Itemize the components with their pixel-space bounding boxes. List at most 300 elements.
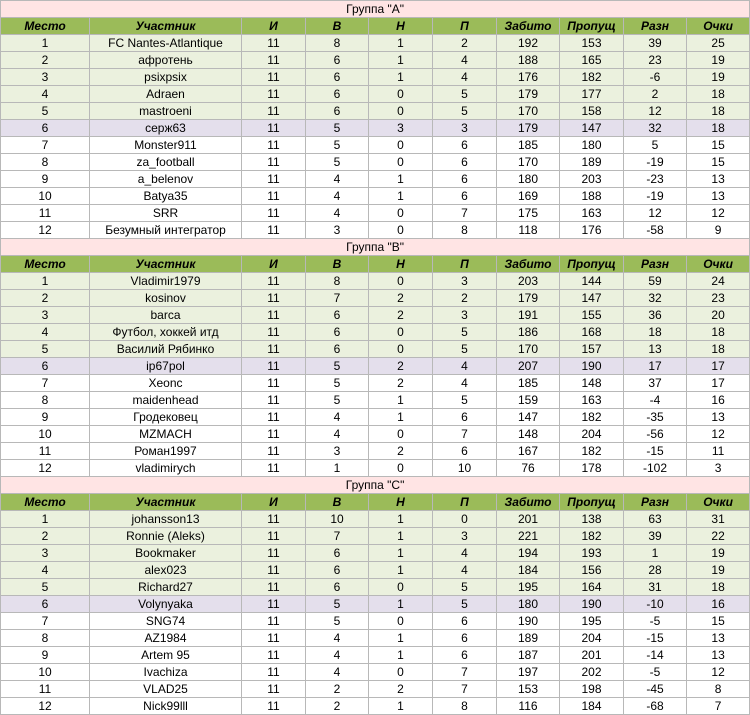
cell-conceded: 168 xyxy=(560,324,624,341)
cell-wins: 8 xyxy=(306,35,369,52)
cell-wins: 4 xyxy=(306,647,369,664)
cell-games: 11 xyxy=(242,103,306,120)
cell-losses: 4 xyxy=(433,545,497,562)
cell-conceded: 163 xyxy=(560,392,624,409)
cell-diff: -4 xyxy=(624,392,687,409)
cell-losses: 6 xyxy=(433,613,497,630)
cell-draws: 0 xyxy=(369,613,433,630)
cell-participant: mastroeni xyxy=(90,103,242,120)
cell-diff: 23 xyxy=(624,52,687,69)
cell-losses: 4 xyxy=(433,375,497,392)
cell-wins: 5 xyxy=(306,596,369,613)
cell-scored: 169 xyxy=(497,188,560,205)
table-row xyxy=(1,171,750,188)
cell-points: 19 xyxy=(687,562,750,579)
cell-points: 11 xyxy=(687,443,750,460)
cell-place: 9 xyxy=(1,409,90,426)
cell-games: 11 xyxy=(242,86,306,103)
table-row xyxy=(1,375,750,392)
cell-draws: 1 xyxy=(369,596,433,613)
cell-place: 1 xyxy=(1,511,90,528)
cell-draws: 0 xyxy=(369,86,433,103)
column-header-row xyxy=(1,18,750,35)
cell-participant: Безумный интегратор xyxy=(90,222,242,239)
cell-scored: 116 xyxy=(497,698,560,715)
cell-participant: FC Nantes-Atlantique xyxy=(90,35,242,52)
cell-points: 23 xyxy=(687,290,750,307)
cell-games: 11 xyxy=(242,222,306,239)
cell-scored: 179 xyxy=(497,120,560,137)
cell-points: 18 xyxy=(687,103,750,120)
cell-place: 9 xyxy=(1,647,90,664)
cell-draws: 1 xyxy=(369,171,433,188)
cell-place: 3 xyxy=(1,69,90,86)
header-scored: Забито xyxy=(497,256,560,273)
cell-place: 6 xyxy=(1,120,90,137)
cell-place: 5 xyxy=(1,341,90,358)
cell-wins: 6 xyxy=(306,52,369,69)
cell-scored: 148 xyxy=(497,426,560,443)
cell-draws: 0 xyxy=(369,579,433,596)
cell-games: 11 xyxy=(242,171,306,188)
cell-games: 11 xyxy=(242,273,306,290)
cell-participant: Ivachiza xyxy=(90,664,242,681)
cell-scored: 180 xyxy=(497,171,560,188)
cell-points: 19 xyxy=(687,69,750,86)
cell-diff: 5 xyxy=(624,137,687,154)
cell-diff: -58 xyxy=(624,222,687,239)
cell-conceded: 188 xyxy=(560,188,624,205)
cell-draws: 1 xyxy=(369,528,433,545)
cell-diff: 2 xyxy=(624,86,687,103)
cell-diff: 18 xyxy=(624,324,687,341)
cell-losses: 6 xyxy=(433,137,497,154)
cell-games: 11 xyxy=(242,647,306,664)
header-games: И xyxy=(242,494,306,511)
cell-wins: 4 xyxy=(306,188,369,205)
cell-games: 11 xyxy=(242,205,306,222)
cell-losses: 4 xyxy=(433,562,497,579)
cell-losses: 4 xyxy=(433,69,497,86)
cell-losses: 5 xyxy=(433,86,497,103)
cell-points: 22 xyxy=(687,528,750,545)
cell-diff: 12 xyxy=(624,103,687,120)
cell-participant: Ronnie (Aleks) xyxy=(90,528,242,545)
table-row xyxy=(1,511,750,528)
cell-games: 11 xyxy=(242,528,306,545)
table-row xyxy=(1,596,750,613)
cell-wins: 5 xyxy=(306,392,369,409)
cell-losses: 5 xyxy=(433,324,497,341)
cell-participant: psixpsix xyxy=(90,69,242,86)
cell-place: 11 xyxy=(1,205,90,222)
cell-wins: 4 xyxy=(306,171,369,188)
cell-points: 15 xyxy=(687,613,750,630)
cell-draws: 1 xyxy=(369,35,433,52)
cell-draws: 0 xyxy=(369,426,433,443)
cell-scored: 203 xyxy=(497,273,560,290)
cell-losses: 6 xyxy=(433,443,497,460)
cell-scored: 186 xyxy=(497,324,560,341)
cell-points: 18 xyxy=(687,324,750,341)
cell-wins: 6 xyxy=(306,86,369,103)
cell-games: 11 xyxy=(242,375,306,392)
cell-conceded: 144 xyxy=(560,273,624,290)
cell-draws: 0 xyxy=(369,103,433,120)
cell-scored: 201 xyxy=(497,511,560,528)
cell-points: 12 xyxy=(687,664,750,681)
cell-participant: Monster911 xyxy=(90,137,242,154)
cell-points: 16 xyxy=(687,392,750,409)
header-diff: Разн xyxy=(624,18,687,35)
cell-conceded: 202 xyxy=(560,664,624,681)
cell-wins: 5 xyxy=(306,120,369,137)
table-row xyxy=(1,52,750,69)
cell-participant: Batya35 xyxy=(90,188,242,205)
table-row xyxy=(1,647,750,664)
header-points: Очки xyxy=(687,18,750,35)
cell-conceded: 182 xyxy=(560,443,624,460)
header-draws: Н xyxy=(369,494,433,511)
cell-points: 15 xyxy=(687,137,750,154)
cell-points: 19 xyxy=(687,545,750,562)
cell-wins: 6 xyxy=(306,562,369,579)
cell-losses: 2 xyxy=(433,290,497,307)
cell-scored: 187 xyxy=(497,647,560,664)
cell-participant: ip67pol xyxy=(90,358,242,375)
cell-wins: 4 xyxy=(306,664,369,681)
cell-points: 20 xyxy=(687,307,750,324)
cell-wins: 5 xyxy=(306,137,369,154)
cell-place: 4 xyxy=(1,562,90,579)
cell-scored: 180 xyxy=(497,596,560,613)
cell-losses: 5 xyxy=(433,103,497,120)
table-row xyxy=(1,222,750,239)
cell-scored: 185 xyxy=(497,137,560,154)
table-row xyxy=(1,290,750,307)
cell-games: 11 xyxy=(242,562,306,579)
cell-draws: 1 xyxy=(369,562,433,579)
cell-points: 13 xyxy=(687,171,750,188)
header-losses: П xyxy=(433,256,497,273)
header-participant: Участник xyxy=(90,18,242,35)
header-points: Очки xyxy=(687,256,750,273)
cell-place: 8 xyxy=(1,154,90,171)
cell-points: 12 xyxy=(687,205,750,222)
cell-participant: a_belenov xyxy=(90,171,242,188)
cell-conceded: 204 xyxy=(560,426,624,443)
cell-draws: 2 xyxy=(369,375,433,392)
table-row xyxy=(1,35,750,52)
cell-conceded: 204 xyxy=(560,630,624,647)
cell-wins: 6 xyxy=(306,103,369,120)
cell-losses: 3 xyxy=(433,307,497,324)
cell-place: 8 xyxy=(1,630,90,647)
cell-losses: 8 xyxy=(433,222,497,239)
cell-scored: 185 xyxy=(497,375,560,392)
header-place: Место xyxy=(1,256,90,273)
cell-games: 11 xyxy=(242,35,306,52)
cell-scored: 147 xyxy=(497,409,560,426)
cell-draws: 1 xyxy=(369,52,433,69)
cell-diff: 63 xyxy=(624,511,687,528)
cell-conceded: 155 xyxy=(560,307,624,324)
cell-points: 24 xyxy=(687,273,750,290)
cell-conceded: 165 xyxy=(560,52,624,69)
cell-diff: 32 xyxy=(624,290,687,307)
table-row xyxy=(1,681,750,698)
cell-draws: 1 xyxy=(369,69,433,86)
cell-losses: 6 xyxy=(433,647,497,664)
cell-conceded: 201 xyxy=(560,647,624,664)
cell-games: 11 xyxy=(242,511,306,528)
cell-place: 10 xyxy=(1,664,90,681)
cell-scored: 170 xyxy=(497,341,560,358)
cell-losses: 6 xyxy=(433,171,497,188)
cell-points: 13 xyxy=(687,630,750,647)
cell-participant: серж63 xyxy=(90,120,242,137)
cell-diff: -102 xyxy=(624,460,687,477)
table-row xyxy=(1,426,750,443)
cell-losses: 7 xyxy=(433,426,497,443)
cell-diff: -35 xyxy=(624,409,687,426)
header-wins: В xyxy=(306,18,369,35)
cell-diff: 28 xyxy=(624,562,687,579)
table-row xyxy=(1,630,750,647)
cell-participant: афротень xyxy=(90,52,242,69)
cell-conceded: 148 xyxy=(560,375,624,392)
cell-games: 11 xyxy=(242,630,306,647)
cell-wins: 6 xyxy=(306,579,369,596)
cell-draws: 1 xyxy=(369,545,433,562)
cell-draws: 0 xyxy=(369,324,433,341)
group-title: Группа "C" xyxy=(1,477,750,494)
cell-points: 19 xyxy=(687,52,750,69)
cell-participant: alex023 xyxy=(90,562,242,579)
header-draws: Н xyxy=(369,18,433,35)
cell-place: 11 xyxy=(1,681,90,698)
cell-diff: 13 xyxy=(624,341,687,358)
group-title: Группа "B" xyxy=(1,239,750,256)
cell-diff: -15 xyxy=(624,630,687,647)
cell-conceded: 156 xyxy=(560,562,624,579)
cell-diff: 37 xyxy=(624,375,687,392)
cell-games: 11 xyxy=(242,443,306,460)
cell-diff: -14 xyxy=(624,647,687,664)
cell-points: 8 xyxy=(687,681,750,698)
table-row xyxy=(1,154,750,171)
cell-participant: Bookmaker xyxy=(90,545,242,562)
cell-points: 16 xyxy=(687,596,750,613)
cell-place: 3 xyxy=(1,545,90,562)
header-participant: Участник xyxy=(90,494,242,511)
cell-draws: 2 xyxy=(369,290,433,307)
cell-draws: 1 xyxy=(369,409,433,426)
cell-losses: 6 xyxy=(433,154,497,171)
cell-games: 11 xyxy=(242,154,306,171)
cell-losses: 5 xyxy=(433,341,497,358)
table-row xyxy=(1,137,750,154)
cell-participant: VLAD25 xyxy=(90,681,242,698)
cell-wins: 2 xyxy=(306,681,369,698)
table-row xyxy=(1,460,750,477)
cell-losses: 0 xyxy=(433,511,497,528)
cell-wins: 7 xyxy=(306,528,369,545)
cell-place: 4 xyxy=(1,86,90,103)
cell-games: 11 xyxy=(242,409,306,426)
cell-conceded: 182 xyxy=(560,409,624,426)
table-row xyxy=(1,307,750,324)
table-body xyxy=(1,1,750,715)
cell-games: 11 xyxy=(242,664,306,681)
header-conceded: Пропущ xyxy=(560,494,624,511)
cell-draws: 0 xyxy=(369,205,433,222)
cell-conceded: 182 xyxy=(560,69,624,86)
cell-diff: -19 xyxy=(624,188,687,205)
cell-wins: 6 xyxy=(306,307,369,324)
cell-participant: Василий Рябинко xyxy=(90,341,242,358)
table-row xyxy=(1,392,750,409)
cell-points: 17 xyxy=(687,375,750,392)
cell-draws: 0 xyxy=(369,154,433,171)
cell-place: 7 xyxy=(1,137,90,154)
header-diff: Разн xyxy=(624,256,687,273)
cell-place: 1 xyxy=(1,273,90,290)
table-row xyxy=(1,188,750,205)
cell-wins: 5 xyxy=(306,358,369,375)
header-points: Очки xyxy=(687,494,750,511)
cell-losses: 3 xyxy=(433,528,497,545)
cell-points: 13 xyxy=(687,647,750,664)
cell-place: 4 xyxy=(1,324,90,341)
column-header-row xyxy=(1,494,750,511)
cell-participant: Роман1997 xyxy=(90,443,242,460)
cell-diff: -45 xyxy=(624,681,687,698)
cell-scored: 194 xyxy=(497,545,560,562)
cell-conceded: 176 xyxy=(560,222,624,239)
cell-participant: Volynyaka xyxy=(90,596,242,613)
table-row xyxy=(1,698,750,715)
cell-losses: 3 xyxy=(433,273,497,290)
cell-conceded: 203 xyxy=(560,171,624,188)
cell-draws: 0 xyxy=(369,273,433,290)
cell-participant: SNG74 xyxy=(90,613,242,630)
table-row xyxy=(1,443,750,460)
cell-losses: 6 xyxy=(433,630,497,647)
cell-scored: 188 xyxy=(497,52,560,69)
cell-draws: 1 xyxy=(369,630,433,647)
cell-wins: 1 xyxy=(306,460,369,477)
cell-games: 11 xyxy=(242,392,306,409)
cell-participant: AZ1984 xyxy=(90,630,242,647)
table-row xyxy=(1,409,750,426)
cell-diff: 17 xyxy=(624,358,687,375)
cell-diff: 59 xyxy=(624,273,687,290)
cell-participant: Vladimir1979 xyxy=(90,273,242,290)
cell-wins: 6 xyxy=(306,341,369,358)
cell-games: 11 xyxy=(242,324,306,341)
table-row xyxy=(1,69,750,86)
cell-diff: 39 xyxy=(624,35,687,52)
cell-place: 5 xyxy=(1,579,90,596)
cell-games: 11 xyxy=(242,341,306,358)
cell-participant: barca xyxy=(90,307,242,324)
cell-games: 11 xyxy=(242,426,306,443)
cell-scored: 184 xyxy=(497,562,560,579)
cell-games: 11 xyxy=(242,613,306,630)
cell-scored: 197 xyxy=(497,664,560,681)
cell-scored: 221 xyxy=(497,528,560,545)
cell-scored: 170 xyxy=(497,154,560,171)
table-row xyxy=(1,205,750,222)
cell-conceded: 163 xyxy=(560,205,624,222)
cell-scored: 179 xyxy=(497,290,560,307)
cell-points: 31 xyxy=(687,511,750,528)
cell-points: 18 xyxy=(687,86,750,103)
cell-scored: 207 xyxy=(497,358,560,375)
cell-place: 7 xyxy=(1,375,90,392)
cell-losses: 5 xyxy=(433,579,497,596)
table-row xyxy=(1,86,750,103)
cell-games: 11 xyxy=(242,120,306,137)
header-draws: Н xyxy=(369,256,433,273)
cell-losses: 7 xyxy=(433,205,497,222)
cell-wins: 3 xyxy=(306,443,369,460)
header-place: Место xyxy=(1,494,90,511)
cell-wins: 4 xyxy=(306,205,369,222)
table-row xyxy=(1,120,750,137)
cell-conceded: 147 xyxy=(560,120,624,137)
cell-participant: MZMACH xyxy=(90,426,242,443)
cell-diff: -5 xyxy=(624,664,687,681)
cell-wins: 7 xyxy=(306,290,369,307)
cell-games: 11 xyxy=(242,579,306,596)
cell-place: 12 xyxy=(1,222,90,239)
cell-scored: 76 xyxy=(497,460,560,477)
cell-diff: 12 xyxy=(624,205,687,222)
cell-losses: 8 xyxy=(433,698,497,715)
cell-conceded: 147 xyxy=(560,290,624,307)
cell-scored: 159 xyxy=(497,392,560,409)
cell-conceded: 153 xyxy=(560,35,624,52)
cell-place: 9 xyxy=(1,171,90,188)
cell-wins: 8 xyxy=(306,273,369,290)
cell-place: 10 xyxy=(1,188,90,205)
cell-place: 1 xyxy=(1,35,90,52)
cell-conceded: 164 xyxy=(560,579,624,596)
cell-diff: 31 xyxy=(624,579,687,596)
cell-wins: 5 xyxy=(306,375,369,392)
cell-conceded: 190 xyxy=(560,358,624,375)
cell-place: 5 xyxy=(1,103,90,120)
cell-diff: -6 xyxy=(624,69,687,86)
cell-points: 3 xyxy=(687,460,750,477)
cell-losses: 5 xyxy=(433,596,497,613)
cell-participant: Adraen xyxy=(90,86,242,103)
cell-participant: maidenhead xyxy=(90,392,242,409)
cell-points: 15 xyxy=(687,154,750,171)
cell-wins: 4 xyxy=(306,409,369,426)
table-row xyxy=(1,273,750,290)
cell-participant: Nick99lll xyxy=(90,698,242,715)
cell-draws: 0 xyxy=(369,460,433,477)
cell-diff: 32 xyxy=(624,120,687,137)
cell-conceded: 189 xyxy=(560,154,624,171)
cell-diff: -68 xyxy=(624,698,687,715)
cell-games: 11 xyxy=(242,358,306,375)
cell-place: 6 xyxy=(1,358,90,375)
cell-points: 18 xyxy=(687,341,750,358)
